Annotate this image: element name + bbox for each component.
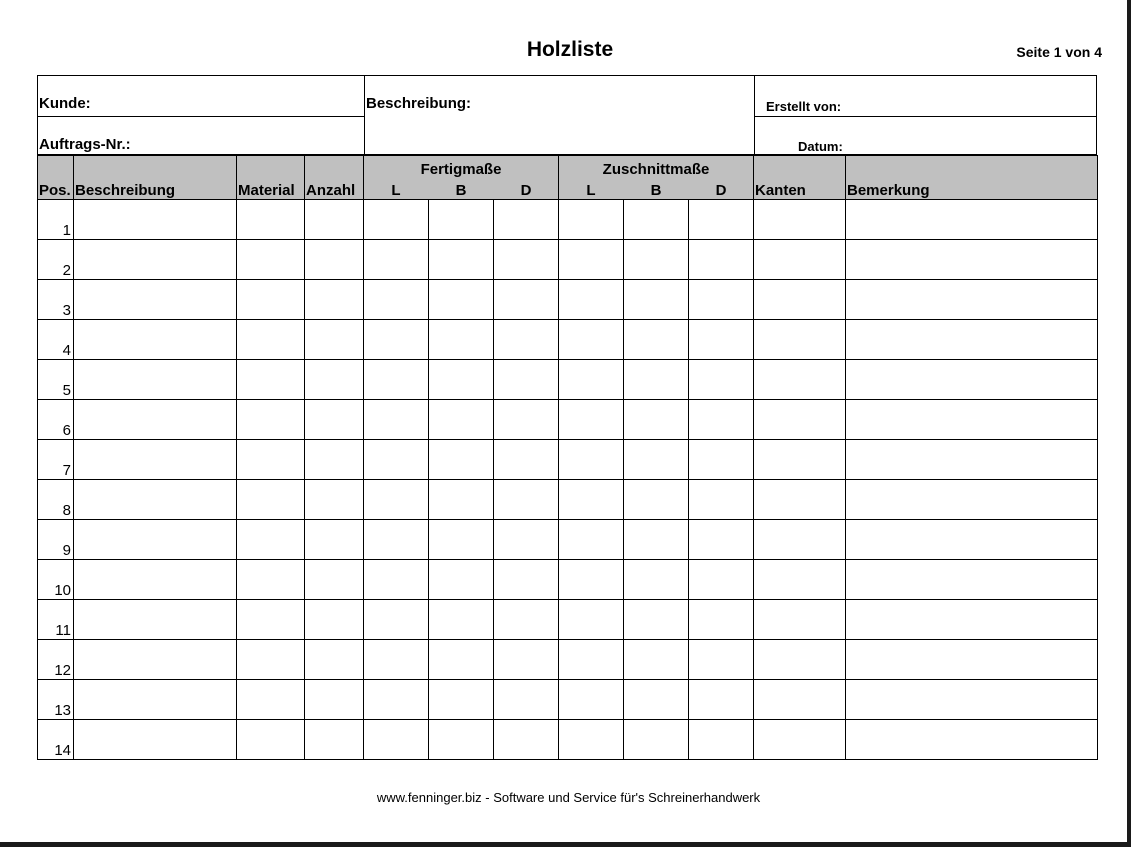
header-fields-box <box>37 75 1097 155</box>
col-header-fertig-l: L <box>364 178 429 200</box>
cell-anzahl[interactable] <box>305 320 364 360</box>
group-header-fertigmasse: Fertigmaße <box>364 156 559 178</box>
cell-fertig-d[interactable] <box>494 720 559 760</box>
page-border-bottom <box>0 842 1131 847</box>
col-header-fertig-b: B <box>429 178 494 200</box>
cell-fertig-d[interactable] <box>494 200 559 240</box>
cell-fertig-d[interactable] <box>494 640 559 680</box>
cell-bemerkung[interactable] <box>846 240 1098 280</box>
table-row <box>38 440 1098 480</box>
cell-zuschnitt-l[interactable] <box>559 240 624 280</box>
cell-material[interactable] <box>237 400 305 440</box>
cell-fertig-b[interactable] <box>429 240 494 280</box>
cell-zuschnitt-b[interactable] <box>624 520 689 560</box>
cell-fertig-l[interactable] <box>364 200 429 240</box>
cell-zuschnitt-d[interactable] <box>689 440 754 480</box>
table-row <box>38 480 1098 520</box>
cell-pos: 11 <box>38 600 74 640</box>
cell-bemerkung[interactable] <box>846 720 1098 760</box>
col-header-zuschnitt-b: B <box>624 178 689 200</box>
table-row <box>38 360 1098 400</box>
cell-zuschnitt-l[interactable] <box>559 320 624 360</box>
cell-fertig-l[interactable] <box>364 640 429 680</box>
cell-fertig-l[interactable] <box>364 600 429 640</box>
cell-anzahl[interactable] <box>305 520 364 560</box>
cell-material[interactable] <box>237 280 305 320</box>
cell-zuschnitt-d[interactable] <box>689 640 754 680</box>
cell-material[interactable] <box>237 640 305 680</box>
cell-material[interactable] <box>237 240 305 280</box>
cell-fertig-b[interactable] <box>429 520 494 560</box>
cell-beschreibung[interactable] <box>74 440 237 480</box>
col-header-pos: Pos. <box>38 156 74 200</box>
cell-bemerkung[interactable] <box>846 280 1098 320</box>
cell-zuschnitt-l[interactable] <box>559 360 624 400</box>
cell-pos: 1 <box>38 200 74 240</box>
cell-zuschnitt-b[interactable] <box>624 680 689 720</box>
cell-beschreibung[interactable] <box>74 320 237 360</box>
col-header-zuschnitt-l: L <box>559 178 624 200</box>
cell-fertig-l[interactable] <box>364 480 429 520</box>
cell-pos: 12 <box>38 640 74 680</box>
cell-beschreibung[interactable] <box>74 520 237 560</box>
document-title: Holzliste <box>526 38 614 61</box>
cell-bemerkung[interactable] <box>846 680 1098 720</box>
cell-zuschnitt-b[interactable] <box>624 320 689 360</box>
page-indicator: Seite 1 von 4 <box>1016 44 1102 60</box>
cell-fertig-d[interactable] <box>494 680 559 720</box>
cell-anzahl[interactable] <box>305 400 364 440</box>
cell-kanten[interactable] <box>754 720 846 760</box>
cell-anzahl[interactable] <box>305 200 364 240</box>
table-row <box>38 720 1098 760</box>
cell-pos: 10 <box>38 560 74 600</box>
cell-beschreibung[interactable] <box>74 560 237 600</box>
table-row <box>38 320 1098 360</box>
cell-zuschnitt-b[interactable] <box>624 640 689 680</box>
col-header-kanten: Kanten <box>754 156 846 200</box>
col-header-beschreibung: Beschreibung <box>74 156 237 200</box>
cell-zuschnitt-b[interactable] <box>624 480 689 520</box>
cell-zuschnitt-d[interactable] <box>689 240 754 280</box>
cell-fertig-l[interactable] <box>364 320 429 360</box>
cell-fertig-l[interactable] <box>364 720 429 760</box>
cell-kanten[interactable] <box>754 400 846 440</box>
cell-fertig-d[interactable] <box>494 560 559 600</box>
cell-kanten[interactable] <box>754 440 846 480</box>
cell-pos: 13 <box>38 680 74 720</box>
cell-kanten[interactable] <box>754 360 846 400</box>
table-row <box>38 600 1098 640</box>
kunde-label[interactable]: Kunde: <box>39 95 91 112</box>
cell-fertig-d[interactable] <box>494 320 559 360</box>
cell-zuschnitt-b[interactable] <box>624 440 689 480</box>
cell-fertig-b[interactable] <box>429 720 494 760</box>
cell-beschreibung[interactable] <box>74 640 237 680</box>
cell-bemerkung[interactable] <box>846 360 1098 400</box>
cell-fertig-d[interactable] <box>494 240 559 280</box>
cell-pos: 5 <box>38 360 74 400</box>
cell-pos: 6 <box>38 400 74 440</box>
cell-anzahl[interactable] <box>305 680 364 720</box>
cell-fertig-d[interactable] <box>494 480 559 520</box>
cell-zuschnitt-d[interactable] <box>689 680 754 720</box>
cell-zuschnitt-l[interactable] <box>559 440 624 480</box>
cell-pos: 3 <box>38 280 74 320</box>
table-row <box>38 200 1098 240</box>
cell-kanten[interactable] <box>754 560 846 600</box>
cell-beschreibung[interactable] <box>74 600 237 640</box>
erstellt-von-label[interactable]: Erstellt von: <box>766 99 842 114</box>
cell-zuschnitt-l[interactable] <box>559 200 624 240</box>
wood-list-table <box>37 155 1098 760</box>
cell-fertig-l[interactable] <box>364 400 429 440</box>
cell-bemerkung[interactable] <box>846 440 1098 480</box>
cell-zuschnitt-l[interactable] <box>559 480 624 520</box>
cell-beschreibung[interactable] <box>74 360 237 400</box>
cell-fertig-d[interactable] <box>494 440 559 480</box>
cell-beschreibung[interactable] <box>74 400 237 440</box>
table-row <box>38 680 1098 720</box>
col-header-anzahl: Anzahl <box>305 156 364 200</box>
cell-beschreibung[interactable] <box>74 720 237 760</box>
cell-zuschnitt-b[interactable] <box>624 360 689 400</box>
cell-zuschnitt-d[interactable] <box>689 720 754 760</box>
cell-fertig-l[interactable] <box>364 680 429 720</box>
divider <box>754 116 1097 117</box>
auftrags-nr-label[interactable]: Auftrags-Nr.: <box>39 136 131 153</box>
table-row <box>38 640 1098 680</box>
cell-kanten[interactable] <box>754 600 846 640</box>
col-header-zuschnitt-d: D <box>689 178 754 200</box>
cell-zuschnitt-b[interactable] <box>624 720 689 760</box>
table-row <box>38 400 1098 440</box>
cell-kanten[interactable] <box>754 520 846 560</box>
cell-fertig-l[interactable] <box>364 240 429 280</box>
cell-zuschnitt-d[interactable] <box>689 400 754 440</box>
cell-fertig-b[interactable] <box>429 280 494 320</box>
cell-beschreibung[interactable] <box>74 200 237 240</box>
footer-text: www.fenninger.biz - Software und Service für's Schreinerhandwerk <box>376 790 761 805</box>
table-row <box>38 280 1098 320</box>
cell-beschreibung[interactable] <box>74 240 237 280</box>
cell-zuschnitt-l[interactable] <box>559 680 624 720</box>
cell-fertig-b[interactable] <box>429 600 494 640</box>
cell-pos: 9 <box>38 520 74 560</box>
beschreibung-label[interactable]: Beschreibung: <box>366 95 472 112</box>
cell-fertig-b[interactable] <box>429 320 494 360</box>
cell-fertig-b[interactable] <box>429 480 494 520</box>
cell-bemerkung[interactable] <box>846 520 1098 560</box>
cell-zuschnitt-d[interactable] <box>689 600 754 640</box>
cell-bemerkung[interactable] <box>846 320 1098 360</box>
cell-fertig-b[interactable] <box>429 440 494 480</box>
cell-material[interactable] <box>237 520 305 560</box>
cell-zuschnitt-l[interactable] <box>559 520 624 560</box>
cell-kanten[interactable] <box>754 480 846 520</box>
col-header-material: Material <box>237 156 305 200</box>
cell-zuschnitt-d[interactable] <box>689 280 754 320</box>
cell-zuschnitt-b[interactable] <box>624 600 689 640</box>
cell-fertig-l[interactable] <box>364 280 429 320</box>
cell-kanten[interactable] <box>754 240 846 280</box>
group-header-zuschnittmasse: Zuschnittmaße <box>559 156 754 178</box>
cell-kanten[interactable] <box>754 280 846 320</box>
cell-zuschnitt-l[interactable] <box>559 640 624 680</box>
cell-fertig-b[interactable] <box>429 200 494 240</box>
cell-bemerkung[interactable] <box>846 640 1098 680</box>
cell-fertig-d[interactable] <box>494 600 559 640</box>
cell-zuschnitt-d[interactable] <box>689 480 754 520</box>
cell-zuschnitt-d[interactable] <box>689 360 754 400</box>
col-header-bemerkung: Bemerkung <box>846 156 1098 200</box>
cell-anzahl[interactable] <box>305 640 364 680</box>
cell-zuschnitt-l[interactable] <box>559 560 624 600</box>
cell-fertig-b[interactable] <box>429 680 494 720</box>
cell-pos: 8 <box>38 480 74 520</box>
cell-anzahl[interactable] <box>305 280 364 320</box>
cell-bemerkung[interactable] <box>846 200 1098 240</box>
cell-fertig-d[interactable] <box>494 360 559 400</box>
table-row <box>38 520 1098 560</box>
cell-fertig-l[interactable] <box>364 360 429 400</box>
cell-fertig-d[interactable] <box>494 280 559 320</box>
cell-zuschnitt-b[interactable] <box>624 560 689 600</box>
cell-beschreibung[interactable] <box>74 280 237 320</box>
cell-fertig-l[interactable] <box>364 520 429 560</box>
cell-zuschnitt-b[interactable] <box>624 400 689 440</box>
cell-anzahl[interactable] <box>305 440 364 480</box>
cell-material[interactable] <box>237 600 305 640</box>
cell-bemerkung[interactable] <box>846 400 1098 440</box>
cell-pos: 2 <box>38 240 74 280</box>
cell-anzahl[interactable] <box>305 480 364 520</box>
cell-zuschnitt-d[interactable] <box>689 200 754 240</box>
cell-pos: 7 <box>38 440 74 480</box>
cell-pos: 14 <box>38 720 74 760</box>
cell-kanten[interactable] <box>754 200 846 240</box>
cell-pos: 4 <box>38 320 74 360</box>
cell-anzahl[interactable] <box>305 560 364 600</box>
cell-material[interactable] <box>237 320 305 360</box>
cell-material[interactable] <box>237 560 305 600</box>
cell-anzahl[interactable] <box>305 600 364 640</box>
table-row <box>38 560 1098 600</box>
cell-zuschnitt-l[interactable] <box>559 400 624 440</box>
cell-fertig-b[interactable] <box>429 560 494 600</box>
cell-zuschnitt-d[interactable] <box>689 320 754 360</box>
cell-zuschnitt-l[interactable] <box>559 600 624 640</box>
cell-zuschnitt-b[interactable] <box>624 280 689 320</box>
page-border-right <box>1127 0 1131 846</box>
cell-beschreibung[interactable] <box>74 480 237 520</box>
cell-fertig-b[interactable] <box>429 400 494 440</box>
cell-fertig-b[interactable] <box>429 640 494 680</box>
cell-fertig-l[interactable] <box>364 560 429 600</box>
cell-material[interactable] <box>237 480 305 520</box>
cell-bemerkung[interactable] <box>846 480 1098 520</box>
cell-anzahl[interactable] <box>305 360 364 400</box>
cell-material[interactable] <box>237 360 305 400</box>
cell-material[interactable] <box>237 680 305 720</box>
cell-zuschnitt-l[interactable] <box>559 720 624 760</box>
col-header-fertig-d: D <box>494 178 559 200</box>
divider <box>364 76 365 155</box>
cell-anzahl[interactable] <box>305 240 364 280</box>
cell-zuschnitt-d[interactable] <box>689 560 754 600</box>
cell-material[interactable] <box>237 440 305 480</box>
cell-kanten[interactable] <box>754 640 846 680</box>
cell-zuschnitt-d[interactable] <box>689 520 754 560</box>
cell-zuschnitt-b[interactable] <box>624 240 689 280</box>
table-row <box>38 240 1098 280</box>
cell-bemerkung[interactable] <box>846 600 1098 640</box>
cell-beschreibung[interactable] <box>74 680 237 720</box>
divider <box>38 116 364 117</box>
cell-material[interactable] <box>237 720 305 760</box>
datum-label[interactable]: Datum: <box>798 139 843 154</box>
cell-anzahl[interactable] <box>305 720 364 760</box>
cell-zuschnitt-b[interactable] <box>624 200 689 240</box>
cell-kanten[interactable] <box>754 320 846 360</box>
cell-fertig-d[interactable] <box>494 520 559 560</box>
cell-fertig-l[interactable] <box>364 440 429 480</box>
cell-material[interactable] <box>237 200 305 240</box>
cell-bemerkung[interactable] <box>846 560 1098 600</box>
cell-fertig-b[interactable] <box>429 360 494 400</box>
cell-fertig-d[interactable] <box>494 400 559 440</box>
cell-kanten[interactable] <box>754 680 846 720</box>
cell-zuschnitt-l[interactable] <box>559 280 624 320</box>
